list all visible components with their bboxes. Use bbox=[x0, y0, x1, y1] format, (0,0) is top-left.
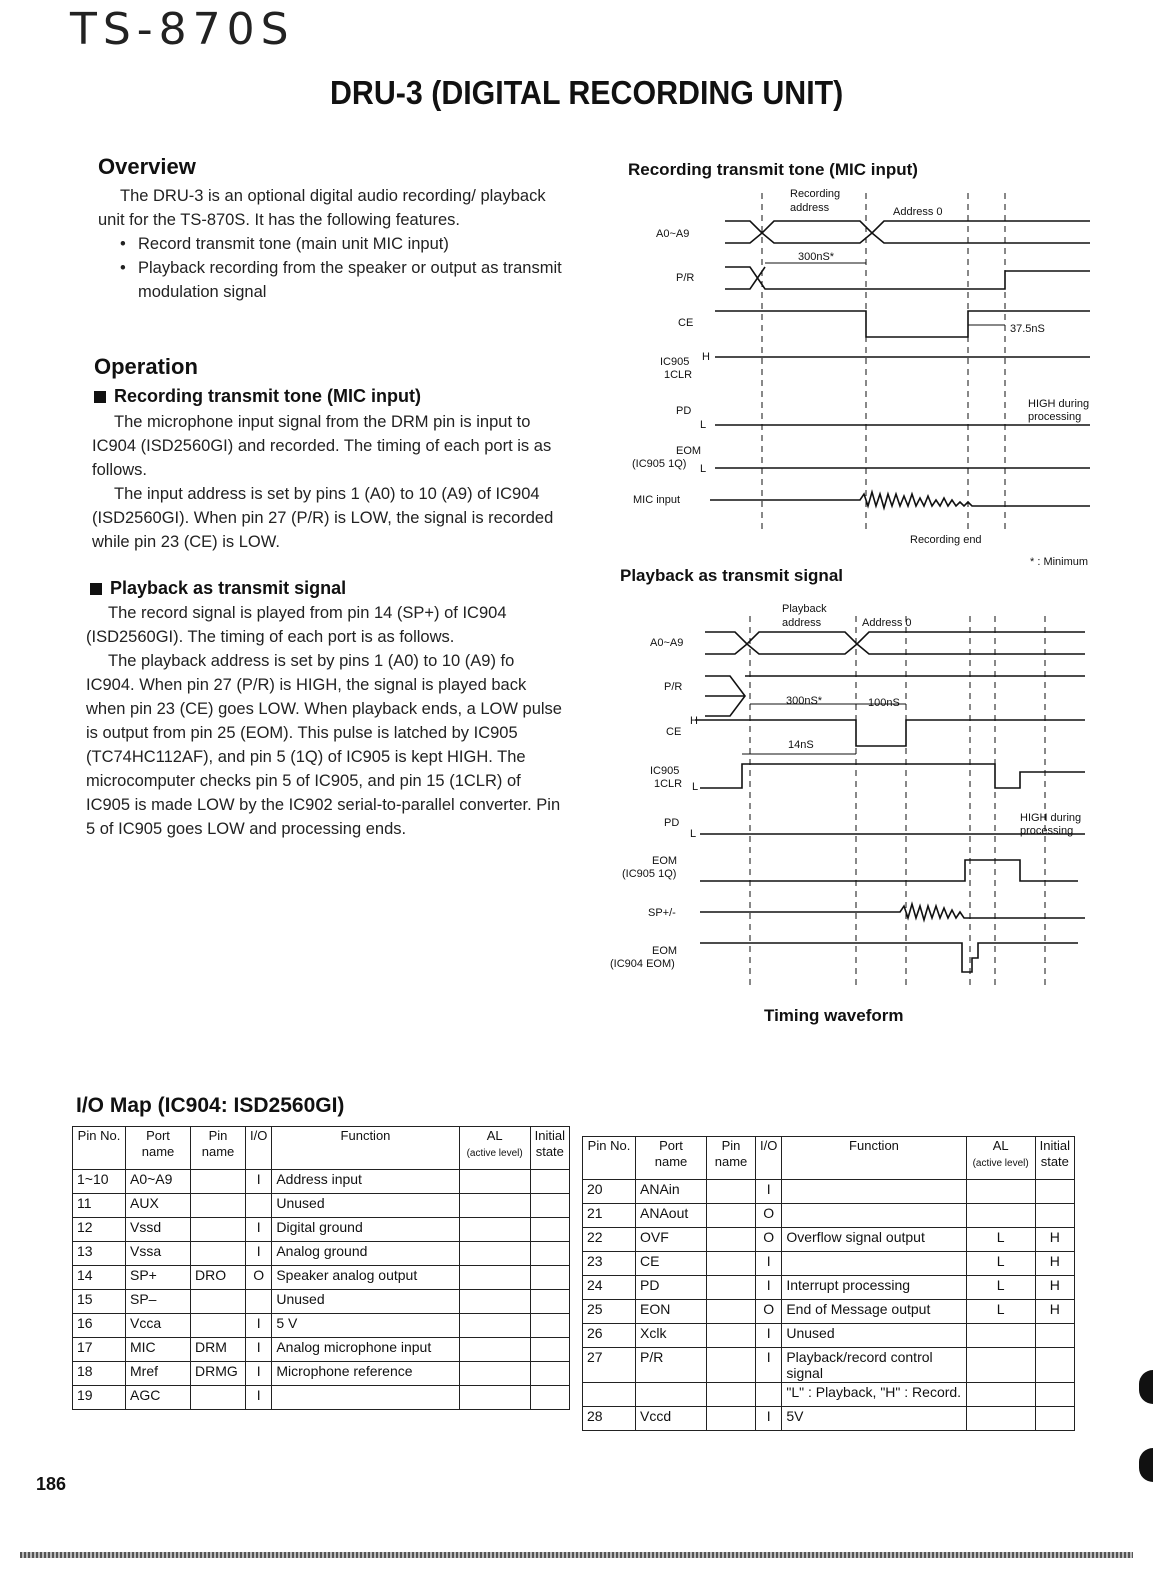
cell-pin bbox=[707, 1180, 756, 1204]
table-row bbox=[73, 1290, 570, 1314]
cell-pin: DRMG bbox=[191, 1362, 246, 1386]
operation-heading: Operation bbox=[94, 354, 198, 379]
cell-al bbox=[459, 1194, 530, 1218]
col-init bbox=[530, 1127, 569, 1170]
cell-pin-no: 13 bbox=[73, 1242, 126, 1266]
cell-pin bbox=[191, 1242, 246, 1266]
sig-eom2-label-2: (IC904 EOM) bbox=[610, 958, 675, 970]
col-port-1: Port bbox=[146, 1128, 170, 1143]
cell-init bbox=[530, 1290, 569, 1314]
play-timing-diagram bbox=[600, 596, 1100, 996]
table-header-row bbox=[583, 1137, 1075, 1180]
col-pin-1: Pin bbox=[208, 1128, 228, 1143]
cell-pin-no: 1~10 bbox=[73, 1170, 126, 1194]
play-text-block bbox=[86, 601, 564, 841]
t14-label: 14nS bbox=[788, 739, 814, 751]
sig-eom2-label-1: EOM bbox=[652, 945, 678, 957]
table-row bbox=[583, 1407, 1075, 1431]
col-io: I/O bbox=[756, 1137, 782, 1180]
cell-pin bbox=[191, 1314, 246, 1338]
t300-label: 300nS* bbox=[786, 695, 823, 707]
addr0-label: Address 0 bbox=[862, 617, 912, 629]
cell-io: I bbox=[756, 1348, 782, 1383]
h-label: H bbox=[690, 715, 698, 727]
table-row bbox=[583, 1204, 1075, 1228]
cell-init bbox=[530, 1218, 569, 1242]
cell-io: I bbox=[756, 1407, 782, 1431]
col-function: Function bbox=[272, 1127, 459, 1170]
col-al bbox=[459, 1127, 530, 1170]
ic905-waveform bbox=[700, 764, 1085, 788]
cell-io: I bbox=[756, 1180, 782, 1204]
overview-text-block bbox=[98, 184, 573, 304]
cell-pin-no: 28 bbox=[583, 1407, 636, 1431]
col-init-1: Initial bbox=[534, 1128, 565, 1143]
cell-al bbox=[459, 1314, 530, 1338]
cell-pin-no: 24 bbox=[583, 1276, 636, 1300]
cell-init bbox=[530, 1194, 569, 1218]
cell-port: Mref bbox=[126, 1362, 191, 1386]
cell-init bbox=[1035, 1324, 1074, 1348]
cell-pin-no: 21 bbox=[583, 1204, 636, 1228]
minimum-note: * : Minimum bbox=[1030, 556, 1089, 568]
cell-port: CE bbox=[636, 1252, 707, 1276]
cell-port: EON bbox=[636, 1300, 707, 1324]
high-proc-label-2: processing bbox=[1020, 825, 1074, 837]
cell-function: Digital ground bbox=[272, 1218, 459, 1242]
cell-io: I bbox=[756, 1276, 782, 1300]
cell-pin bbox=[707, 1348, 756, 1383]
cell-port: SP– bbox=[126, 1290, 191, 1314]
sig-ce-label: CE bbox=[666, 726, 682, 738]
ce-waveform bbox=[695, 720, 1085, 746]
sig-pd-label: PD bbox=[664, 817, 680, 829]
table-row bbox=[73, 1218, 570, 1242]
cell-init bbox=[530, 1170, 569, 1194]
cell-function bbox=[272, 1386, 459, 1410]
cell-al bbox=[966, 1407, 1035, 1431]
rec-paragraph-2: The input address is set by pins 1 (A0) to 10 (A9) of IC904 (ISD2560GI). When pin 27 (P/R) is LOW, the signal is recorded while pin 23 (CE) is LOW. bbox=[92, 485, 554, 551]
cell-pin-no: 11 bbox=[73, 1194, 126, 1218]
rec-addr-label-2: address bbox=[790, 202, 830, 214]
iomap-table-right bbox=[582, 1136, 1075, 1431]
cell-io: O bbox=[756, 1300, 782, 1324]
cell-pin bbox=[707, 1204, 756, 1228]
cell-pin bbox=[191, 1194, 246, 1218]
cell-init bbox=[1035, 1180, 1074, 1204]
sig-ce-label: CE bbox=[678, 317, 694, 329]
cell-port: A0~A9 bbox=[126, 1170, 191, 1194]
sig-ic905-label-2: 1CLR bbox=[654, 778, 683, 790]
col-pin bbox=[191, 1127, 246, 1170]
play-addr-label-1: Playback bbox=[782, 603, 827, 615]
cell-pin-no: 25 bbox=[583, 1300, 636, 1324]
cell-pin bbox=[191, 1290, 246, 1314]
pr-waveform-cross bbox=[725, 267, 765, 289]
cell-function: Analog ground bbox=[272, 1242, 459, 1266]
cell-al: L bbox=[966, 1252, 1035, 1276]
col-init-2: state bbox=[535, 1144, 564, 1159]
overview-heading: Overview bbox=[98, 154, 196, 179]
cell-function: Unused bbox=[272, 1290, 459, 1314]
cell-al bbox=[966, 1383, 1035, 1407]
cell-pin-no: 16 bbox=[73, 1314, 126, 1338]
cell-port: Vccd bbox=[636, 1407, 707, 1431]
rec-text-block bbox=[92, 410, 564, 554]
cell-port: Vcca bbox=[126, 1314, 191, 1338]
play-paragraph-1: The record signal is played from pin 14 (SP+) of IC904 (ISD2560GI). The timing of each port is as follows. bbox=[86, 604, 507, 646]
mic-waveform bbox=[710, 492, 1090, 508]
cell-io: I bbox=[246, 1362, 272, 1386]
cell-pin bbox=[191, 1386, 246, 1410]
col-init-2: state bbox=[1040, 1154, 1069, 1169]
cell-function: Interrupt processing bbox=[782, 1276, 966, 1300]
h-label: H bbox=[702, 351, 710, 363]
cell-function: Playback/record control signal bbox=[782, 1348, 966, 1383]
model-header: TS-870S bbox=[70, 4, 295, 55]
table-row bbox=[583, 1228, 1075, 1252]
play-subheading-wrap bbox=[90, 578, 346, 599]
cell-pin-no: 17 bbox=[73, 1338, 126, 1362]
cell-function: Address input bbox=[272, 1170, 459, 1194]
cell-port: AUX bbox=[126, 1194, 191, 1218]
iomap-heading: I/O Map (IC904: ISD2560GI) bbox=[76, 1094, 345, 1117]
pr-waveform bbox=[725, 267, 1090, 289]
cell-init: H bbox=[1035, 1228, 1074, 1252]
table-row bbox=[583, 1324, 1075, 1348]
table-row bbox=[583, 1252, 1075, 1276]
table-row bbox=[73, 1170, 570, 1194]
cell-function: Analog microphone input bbox=[272, 1338, 459, 1362]
sig-a-label: A0~A9 bbox=[650, 637, 684, 649]
col-pin-2: name bbox=[714, 1154, 748, 1169]
cell-port: AGC bbox=[126, 1386, 191, 1410]
cell-pin-no: 15 bbox=[73, 1290, 126, 1314]
cell-pin bbox=[191, 1170, 246, 1194]
cell-pin bbox=[707, 1383, 756, 1407]
cell-io: I bbox=[246, 1314, 272, 1338]
col-port-1: Port bbox=[659, 1138, 683, 1153]
cell-al bbox=[459, 1362, 530, 1386]
cell-init bbox=[1035, 1407, 1074, 1431]
cell-port: MIC bbox=[126, 1338, 191, 1362]
cell-pin-no: 26 bbox=[583, 1324, 636, 1348]
cell-pin: DRM bbox=[191, 1338, 246, 1362]
cell-function bbox=[782, 1204, 966, 1228]
col-port-2: name bbox=[654, 1154, 688, 1169]
col-al-1: AL bbox=[486, 1128, 503, 1143]
cell-pin: DRO bbox=[191, 1266, 246, 1290]
cell-init bbox=[530, 1266, 569, 1290]
cell-init: H bbox=[1035, 1252, 1074, 1276]
cell-function: Microphone reference bbox=[272, 1362, 459, 1386]
cell-init: H bbox=[1035, 1276, 1074, 1300]
page-title: DRU-3 (DIGITAL RECORDING UNIT) bbox=[330, 74, 844, 111]
sig-a-label: A0~A9 bbox=[656, 228, 690, 240]
cell-pin-no: 23 bbox=[583, 1252, 636, 1276]
col-pin-no: Pin No. bbox=[73, 1127, 126, 1170]
cell-al bbox=[966, 1204, 1035, 1228]
cell-al bbox=[459, 1218, 530, 1242]
cell-init bbox=[530, 1338, 569, 1362]
rec-timing-diagram bbox=[620, 185, 1110, 570]
cell-function: Overflow signal output bbox=[782, 1228, 966, 1252]
cell-init bbox=[1035, 1348, 1074, 1383]
scan-edge bbox=[20, 1552, 1133, 1558]
col-al-1: AL bbox=[992, 1138, 1009, 1153]
cell-pin-no: 19 bbox=[73, 1386, 126, 1410]
col-al bbox=[966, 1137, 1035, 1180]
eom-waveform bbox=[700, 860, 1078, 881]
cell-al bbox=[966, 1324, 1035, 1348]
sig-pr-label: P/R bbox=[664, 681, 683, 693]
cell-pin bbox=[191, 1218, 246, 1242]
col-pin-no: Pin No. bbox=[583, 1137, 636, 1180]
cell-io: O bbox=[756, 1204, 782, 1228]
cell-pin bbox=[707, 1407, 756, 1431]
sig-eom-label-1: EOM bbox=[652, 855, 678, 867]
cell-io: O bbox=[756, 1228, 782, 1252]
sig-eom-label-1: EOM bbox=[676, 445, 702, 457]
overview-bullet-2: • Playback recording from the speaker or output as transmit modulation signal bbox=[138, 256, 573, 304]
binding-mark bbox=[1139, 1448, 1153, 1482]
cell-port: SP+ bbox=[126, 1266, 191, 1290]
cell-io: I bbox=[246, 1218, 272, 1242]
col-init-1: Initial bbox=[1039, 1138, 1070, 1153]
table-row bbox=[583, 1383, 1075, 1407]
col-io: I/O bbox=[246, 1127, 272, 1170]
cell-function: Unused bbox=[782, 1324, 966, 1348]
col-pin-2: name bbox=[201, 1144, 235, 1159]
cell-port: Vssa bbox=[126, 1242, 191, 1266]
play-addr-label-2: address bbox=[782, 617, 822, 629]
rec-addr-label-1: Recording bbox=[790, 188, 841, 200]
cell-init bbox=[530, 1314, 569, 1338]
cell-pin bbox=[707, 1276, 756, 1300]
rec-waveform-title: Recording transmit tone (MIC input) bbox=[628, 160, 918, 179]
cell-init bbox=[530, 1242, 569, 1266]
binding-mark bbox=[1139, 1370, 1153, 1404]
col-pin-1: Pin bbox=[721, 1138, 741, 1153]
l-label: L bbox=[690, 828, 697, 840]
cell-port bbox=[636, 1383, 707, 1407]
sig-ic905-label-2: 1CLR bbox=[664, 369, 693, 381]
cell-function bbox=[782, 1252, 966, 1276]
cell-function: End of Message output bbox=[782, 1300, 966, 1324]
cell-io bbox=[756, 1383, 782, 1407]
addr0-label: Address 0 bbox=[893, 206, 943, 218]
cell-function: Unused bbox=[272, 1194, 459, 1218]
cell-port: P/R bbox=[636, 1348, 707, 1383]
table-row bbox=[583, 1300, 1075, 1324]
cell-pin bbox=[707, 1300, 756, 1324]
table-row bbox=[73, 1266, 570, 1290]
cell-al bbox=[459, 1266, 530, 1290]
cell-al bbox=[966, 1348, 1035, 1383]
cell-pin bbox=[707, 1324, 756, 1348]
rec-subheading: Recording transmit tone (MIC input) bbox=[114, 386, 421, 406]
cell-io bbox=[246, 1194, 272, 1218]
page-number: 186 bbox=[36, 1474, 67, 1494]
col-port-2: name bbox=[141, 1144, 175, 1159]
cell-port: ANAin bbox=[636, 1180, 707, 1204]
cell-al bbox=[459, 1242, 530, 1266]
cell-al bbox=[966, 1180, 1035, 1204]
t375-label: 37.5nS bbox=[1010, 323, 1045, 335]
sig-eom-label-2: (IC905 1Q) bbox=[622, 868, 677, 880]
col-al-2: (active level) bbox=[466, 1148, 523, 1159]
table-row bbox=[73, 1242, 570, 1266]
sig-pr-label: P/R bbox=[676, 272, 695, 284]
t100-label: 100nS bbox=[868, 697, 900, 709]
cell-io: I bbox=[246, 1242, 272, 1266]
col-init bbox=[1035, 1137, 1074, 1180]
sig-sp-label: SP+/- bbox=[648, 907, 676, 919]
table-row bbox=[73, 1362, 570, 1386]
cell-pin-no: 14 bbox=[73, 1266, 126, 1290]
sp-waveform bbox=[700, 904, 1085, 920]
cell-io: I bbox=[756, 1324, 782, 1348]
cell-port: Xclk bbox=[636, 1324, 707, 1348]
cell-io: O bbox=[246, 1266, 272, 1290]
cell-pin-no: 12 bbox=[73, 1218, 126, 1242]
cell-port: Vssd bbox=[126, 1218, 191, 1242]
l-label: L bbox=[700, 419, 707, 431]
cell-al bbox=[459, 1170, 530, 1194]
sig-mic-label: MIC input bbox=[633, 494, 681, 506]
cell-function: "L" : Playback, "H" : Record. bbox=[782, 1383, 966, 1407]
high-proc-label-1: HIGH during bbox=[1028, 398, 1090, 410]
timing-waveform-caption: Timing waveform bbox=[764, 1006, 904, 1025]
cell-al: L bbox=[966, 1276, 1035, 1300]
cell-pin bbox=[707, 1252, 756, 1276]
cell-pin bbox=[707, 1228, 756, 1252]
cell-al: L bbox=[966, 1300, 1035, 1324]
cell-init bbox=[1035, 1204, 1074, 1228]
cell-al: L bbox=[966, 1228, 1035, 1252]
cell-init bbox=[1035, 1383, 1074, 1407]
pr-waveform bbox=[705, 676, 1085, 716]
table-row bbox=[73, 1314, 570, 1338]
sig-ic905-label-1: IC905 bbox=[660, 356, 690, 368]
rec-paragraph-1: The microphone input signal from the DRM pin is input to IC904 (ISD2560GI) and recorded. The timing of each port is as follows. bbox=[92, 413, 552, 479]
cell-io: I bbox=[246, 1170, 272, 1194]
cell-io: I bbox=[246, 1338, 272, 1362]
cell-al bbox=[459, 1338, 530, 1362]
table-row bbox=[73, 1386, 570, 1410]
table-row bbox=[583, 1276, 1075, 1300]
sig-eom-label-2: (IC905 1Q) bbox=[632, 458, 687, 470]
cell-io bbox=[246, 1290, 272, 1314]
cell-pin-no: 27 bbox=[583, 1348, 636, 1383]
rec-subheading-wrap bbox=[94, 386, 421, 407]
cell-pin-no: 22 bbox=[583, 1228, 636, 1252]
cell-al bbox=[459, 1290, 530, 1314]
cell-io: I bbox=[756, 1252, 782, 1276]
play-subheading: Playback as transmit signal bbox=[110, 578, 347, 598]
table-row bbox=[73, 1338, 570, 1362]
cell-pin-no bbox=[583, 1383, 636, 1407]
cell-io: I bbox=[246, 1386, 272, 1410]
square-bullet-icon bbox=[94, 391, 106, 403]
table-row bbox=[583, 1180, 1075, 1204]
cell-function: 5 V bbox=[272, 1314, 459, 1338]
overview-bullet-1: • Record transmit tone (main unit MIC input) bbox=[138, 232, 573, 256]
cell-pin-no: 18 bbox=[73, 1362, 126, 1386]
cell-port: PD bbox=[636, 1276, 707, 1300]
col-al-2: (active level) bbox=[972, 1158, 1029, 1169]
rec-end-label: Recording end bbox=[910, 534, 982, 546]
overview-text: The DRU-3 is an optional digital audio recording/ playback unit for the TS-870S. It has the following features. bbox=[98, 187, 546, 229]
cell-init: H bbox=[1035, 1300, 1074, 1324]
col-function: Function bbox=[782, 1137, 966, 1180]
cell-al bbox=[459, 1386, 530, 1410]
cell-function bbox=[782, 1180, 966, 1204]
cell-init bbox=[530, 1386, 569, 1410]
table-row bbox=[583, 1348, 1075, 1383]
play-paragraph-2: The playback address is set by pins 1 (A0) to 10 (A9) fo IC904. When pin 27 (P/R) is HIGH, the signal is played back when pin 23 (CE) goes LOW. When playback ends, a LOW pulse is output from pin 25 (EOM). This pulse is latched by IC905 (TC74HC112AF), and pin 5 (1Q) of IC905 is kept HIGH. The microcomputer checks pin 5 of IC905, and pin 15 (1CLR) of IC905 is made LOW by the IC902 serial-to-parallel converter. Pin 5 of IC905 goes LOW and processing ends. bbox=[86, 652, 562, 838]
iomap-right-body bbox=[583, 1180, 1075, 1431]
cell-function: Speaker analog output bbox=[272, 1266, 459, 1290]
col-port bbox=[636, 1137, 707, 1180]
table-header-row bbox=[73, 1127, 570, 1170]
l-label: L bbox=[700, 463, 707, 475]
a0-a9-waveform bbox=[705, 632, 1085, 654]
cell-function: 5V bbox=[782, 1407, 966, 1431]
cell-port: OVF bbox=[636, 1228, 707, 1252]
cell-port: ANAout bbox=[636, 1204, 707, 1228]
iomap-table-left bbox=[72, 1126, 570, 1410]
table-row bbox=[73, 1194, 570, 1218]
square-bullet-icon bbox=[90, 583, 102, 595]
high-proc-label-1: HIGH during bbox=[1020, 812, 1082, 824]
sig-ic905-label-1: IC905 bbox=[650, 765, 680, 777]
iomap-left-body bbox=[73, 1170, 570, 1410]
play-waveform-title: Playback as transmit signal bbox=[620, 566, 843, 585]
cell-pin-no: 20 bbox=[583, 1180, 636, 1204]
eom2-waveform bbox=[700, 943, 1078, 972]
cell-init bbox=[530, 1362, 569, 1386]
l-label: L bbox=[692, 781, 699, 793]
high-proc-label-2: processing bbox=[1028, 411, 1082, 423]
col-pin bbox=[707, 1137, 756, 1180]
sig-pd-label: PD bbox=[676, 405, 692, 417]
a0-a9-waveform bbox=[725, 221, 1090, 243]
t300-label: 300nS* bbox=[798, 251, 835, 263]
col-port bbox=[126, 1127, 191, 1170]
